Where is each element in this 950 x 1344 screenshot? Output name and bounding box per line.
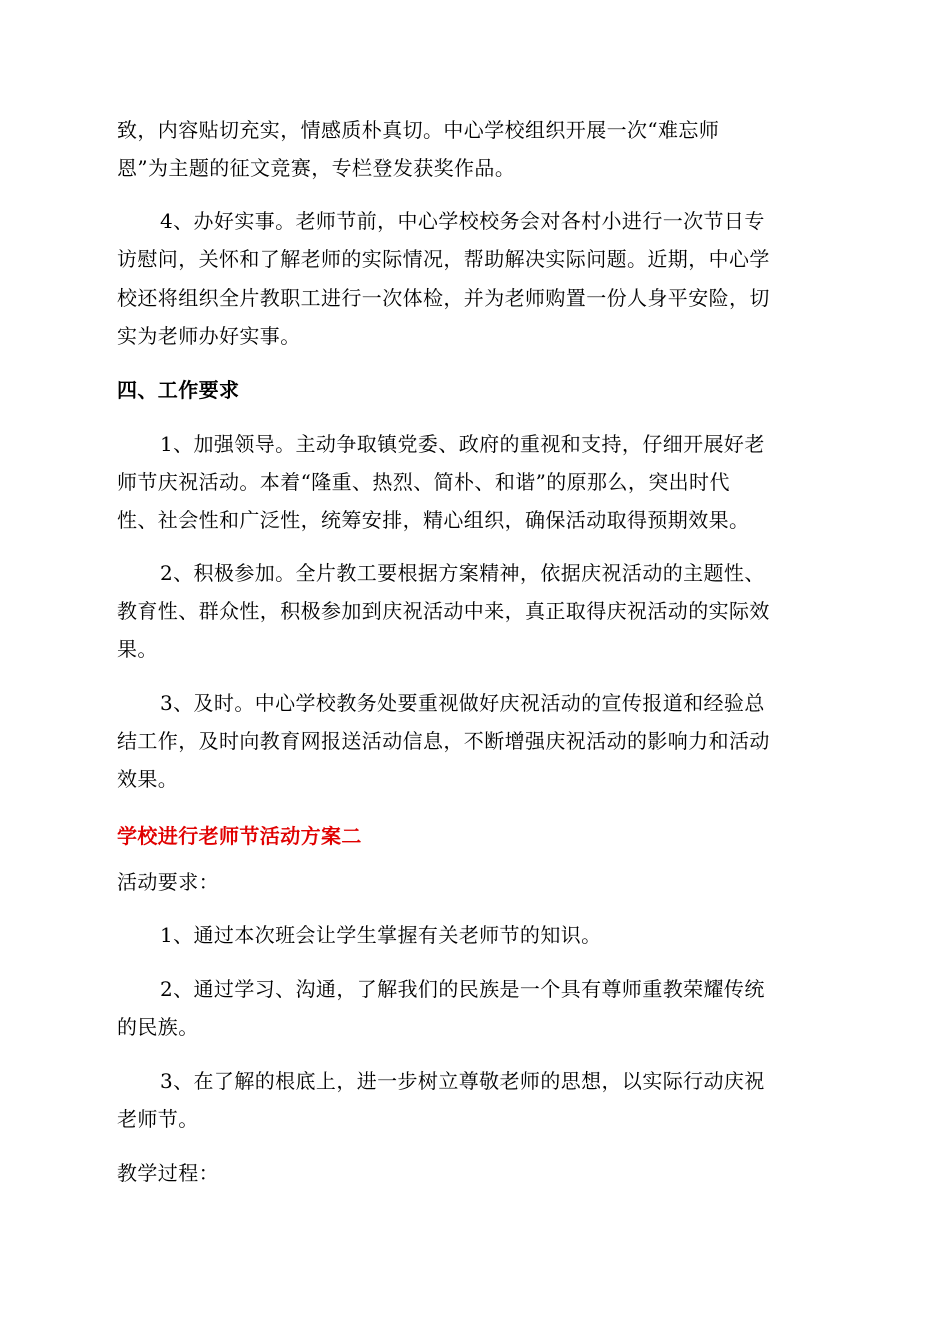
subheading: 教学过程： [117, 1161, 219, 1185]
paragraph-line: 性、社会性和广泛性，统筹安排，精心组织，确保活动取得预期效果。 [117, 508, 750, 532]
paragraph-line: 3、及时。中心学校教务处要重视做好庆祝活动的宣传报道和经验总 [160, 691, 765, 715]
paragraph-line: 致，内容贴切充实，情感质朴真切。中心学校组织开展一次“难忘师 [117, 118, 720, 142]
plan-title: 学校进行老师节活动方案二 [117, 824, 362, 848]
paragraph-line: 效果。 [117, 767, 179, 791]
paragraph-line: 1、加强领导。主动争取镇党委、政府的重视和支持，仔细开展好老 [160, 432, 765, 456]
paragraph-line: 2、积极参加。全片教工要根据方案精神，依据庆祝活动的主题性、 [160, 561, 765, 585]
paragraph-line: 果。 [117, 637, 158, 661]
paragraph-line: 4、办好实事。老师节前，中心学校校务会对各村小进行一次节日专 [160, 209, 765, 233]
section-heading: 四、工作要求 [117, 378, 240, 402]
paragraph-line: 校还将组织全片教职工进行一次体检，并为老师购置一份人身平安险，切 [117, 286, 770, 310]
paragraph-line: 结工作，及时向教育网报送活动信息，不断增强庆祝活动的影响力和活动 [117, 729, 770, 753]
list-item: 2、通过学习、沟通，了解我们的民族是一个具有尊师重教荣耀传统 [160, 977, 765, 1001]
paragraph-line: 的民族。 [117, 1015, 199, 1039]
subheading: 活动要求： [117, 870, 219, 894]
list-item: 1、通过本次班会让学生掌握有关老师节的知识。 [160, 923, 602, 947]
list-item: 3、在了解的根底上，进一步树立尊敬老师的思想，以实际行动庆祝 [160, 1069, 765, 1093]
paragraph-line: 实为老师办好实事。 [117, 324, 301, 348]
paragraph-line: 恩”为主题的征文竞赛，专栏登发获奖作品。 [117, 156, 516, 180]
paragraph-line: 教育性、群众性，积极参加到庆祝活动中来，真正取得庆祝活动的实际效 [117, 599, 770, 623]
paragraph-line: 老师节。 [117, 1107, 199, 1131]
paragraph-line: 访慰问，关怀和了解老师的实际情况，帮助解决实际问题。近期，中心学 [117, 247, 770, 271]
paragraph-line: 师节庆祝活动。本着“隆重、热烈、简朴、和谐”的原那么，突出时代 [117, 470, 730, 494]
